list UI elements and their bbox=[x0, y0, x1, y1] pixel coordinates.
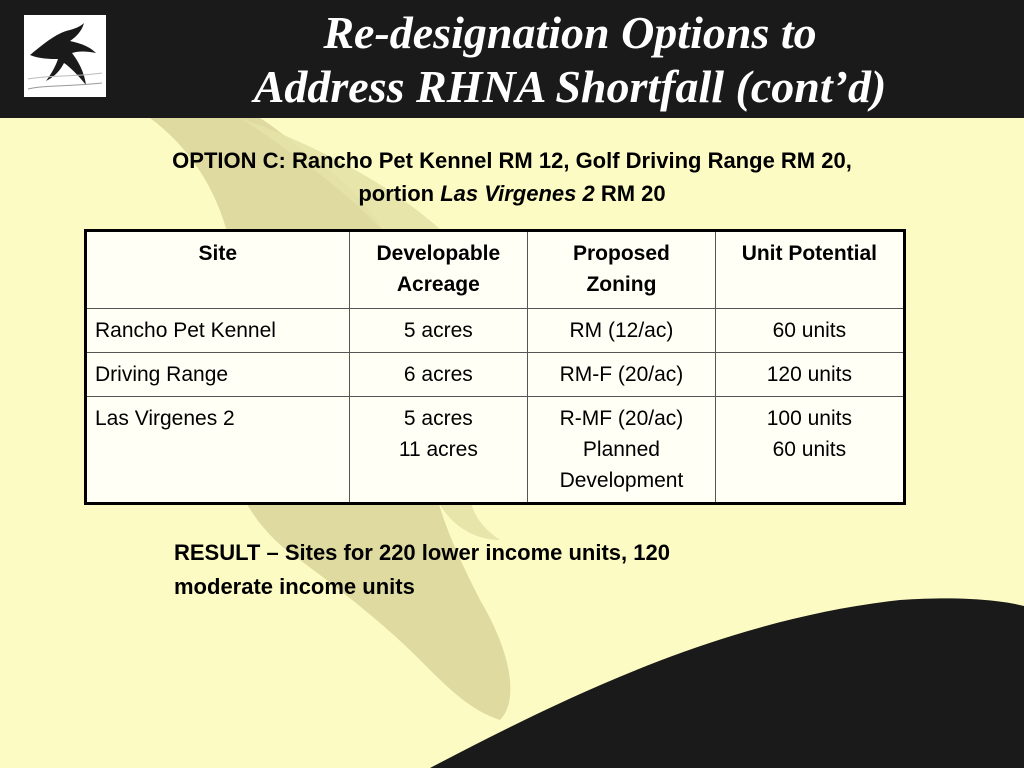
cell-site bbox=[86, 397, 350, 504]
cell-units bbox=[715, 309, 904, 353]
cell-acreage bbox=[349, 353, 528, 397]
cell-acreage bbox=[349, 309, 528, 353]
title-line-2: Address RHNA Shortfall (cont’d) bbox=[253, 61, 887, 112]
cell-line: 60 units bbox=[772, 438, 847, 461]
cell-zoning bbox=[528, 309, 716, 353]
bottom-swoosh bbox=[430, 598, 1024, 768]
option-line-2-italic: Las Virgenes 2 bbox=[440, 181, 595, 206]
header-developable-acreage bbox=[349, 231, 528, 309]
cell-zoning bbox=[528, 397, 716, 504]
option-heading bbox=[30, 144, 994, 210]
option-line-2-prefix: portion bbox=[358, 181, 441, 206]
header-line: Developable bbox=[376, 242, 501, 265]
cell-line: RM-F (20/ac) bbox=[559, 363, 684, 386]
header-line: Acreage bbox=[396, 273, 480, 296]
cell-line: RM (12/ac) bbox=[569, 319, 674, 342]
table-row bbox=[86, 309, 905, 353]
cell-site bbox=[86, 353, 350, 397]
cell-line: 100 units bbox=[766, 407, 852, 430]
cell-line: R-MF (20/ac) bbox=[559, 407, 684, 430]
cell-line: 5 acres bbox=[403, 407, 473, 430]
header-line: Unit Potential bbox=[741, 242, 878, 265]
option-line-1: OPTION C: Rancho Pet Kennel RM 12, Golf Driving Range RM 20, bbox=[172, 148, 852, 173]
cell-units bbox=[715, 353, 904, 397]
option-line-2 bbox=[30, 177, 994, 210]
cell-line: 11 acres bbox=[398, 438, 478, 461]
header-unit-potential bbox=[715, 231, 904, 309]
header-site bbox=[86, 231, 350, 309]
cell-zoning bbox=[528, 353, 716, 397]
cell-line: Driving Range bbox=[95, 363, 229, 386]
cell-units bbox=[715, 397, 904, 504]
cell-line: 5 acres bbox=[403, 319, 473, 342]
option-line-2-suffix: RM 20 bbox=[594, 181, 666, 206]
cell-line: Las Virgenes 2 bbox=[95, 407, 235, 430]
table-row bbox=[86, 353, 905, 397]
cell-line: 120 units bbox=[766, 363, 852, 386]
sites-table bbox=[84, 229, 906, 505]
header-line: Proposed bbox=[573, 242, 670, 265]
result-line-2: moderate income units bbox=[174, 574, 415, 599]
cell-acreage bbox=[349, 397, 528, 504]
result-line-1: RESULT – Sites for 220 lower income units, 120 bbox=[174, 540, 670, 565]
result-text bbox=[174, 536, 854, 604]
hawk-silhouette-icon bbox=[24, 15, 106, 97]
logo bbox=[24, 15, 106, 97]
cell-line: Planned bbox=[582, 438, 660, 461]
header-band bbox=[0, 0, 1024, 118]
cell-line: 60 units bbox=[772, 319, 847, 342]
table-header-row bbox=[86, 231, 905, 309]
header-line: Site bbox=[198, 242, 238, 265]
cell-site bbox=[86, 309, 350, 353]
cell-line: Rancho Pet Kennel bbox=[95, 319, 276, 342]
cell-line: Development bbox=[559, 469, 684, 492]
title-line-1: Re-designation Options to bbox=[323, 7, 817, 58]
header-line: Zoning bbox=[586, 273, 657, 296]
header-proposed-zoning bbox=[528, 231, 716, 309]
page-title bbox=[120, 6, 1020, 114]
cell-line: 6 acres bbox=[403, 363, 473, 386]
table-row bbox=[86, 397, 905, 504]
